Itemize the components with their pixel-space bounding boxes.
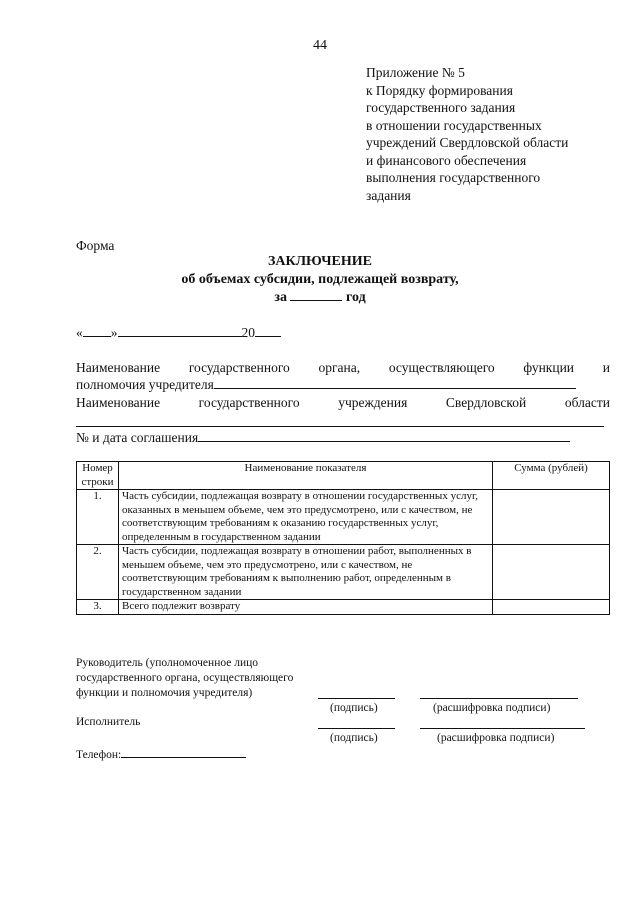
appendix-line: Приложение № 5 <box>366 65 465 80</box>
organ-name-label <box>76 360 610 376</box>
appendix-line: задания <box>366 187 411 203</box>
row-sum-cell[interactable] <box>493 545 610 600</box>
agreement-label: № и дата соглашения <box>76 430 199 445</box>
row-number: 1. <box>77 490 119 545</box>
open-quote: « <box>76 325 83 340</box>
row-indicator-name: Часть субсидии, подлежащая возврату в отношении государственных услуг, оказанных в меньшем объеме, чем это предусмотрено, или с качеством, не соответствующим требованиям к оказанию государственных услуг, определенным в государственном задании <box>119 490 493 545</box>
phone-blank[interactable] <box>121 757 246 758</box>
signature-caption: (подпись) <box>330 702 378 714</box>
agreement-line <box>76 430 570 446</box>
word: осуществляющего <box>388 360 495 375</box>
organ-name-line2 <box>76 377 576 393</box>
short-year-blank[interactable] <box>255 336 281 337</box>
head-signature-label <box>76 656 293 701</box>
appendix-line: к Порядку формирования <box>366 82 513 98</box>
phone-label: Телефон: <box>76 749 122 761</box>
appendix-line: и финансового обеспечения <box>366 152 527 168</box>
head-line: функции и полномочия учредителя) <box>76 687 253 699</box>
table-row <box>77 490 610 545</box>
appendix-line: государственного задания <box>366 100 516 115</box>
word: области <box>564 395 610 410</box>
row-number: 3. <box>77 600 119 615</box>
institution-name-blank[interactable] <box>76 426 604 427</box>
row-number: 2. <box>77 545 119 600</box>
decoding-caption: (расшифровка подписи) <box>437 732 555 744</box>
year-line <box>0 290 640 306</box>
header-indicator-name: Наименование показателя <box>119 462 493 490</box>
head-line: Руководитель (уполномоченное лицо <box>76 657 259 669</box>
month-blank[interactable] <box>118 336 242 337</box>
appendix-line: учреждений Свердловской области <box>366 135 569 150</box>
appendix-line: в отношении государственных <box>366 117 542 133</box>
header-sum: Сумма (рублей) <box>493 462 610 490</box>
word: и <box>602 360 610 375</box>
row-sum-cell[interactable] <box>493 490 610 545</box>
year-prefix-20: 20 <box>241 325 255 340</box>
decoding-caption: (расшифровка подписи) <box>433 702 551 714</box>
date-line <box>76 325 281 341</box>
organ-name-blank[interactable] <box>214 388 576 389</box>
form-label: Форма <box>76 238 115 253</box>
close-quote: » <box>110 325 118 340</box>
agreement-blank[interactable] <box>198 441 570 442</box>
page-number: 44 <box>313 38 327 53</box>
table-header-row <box>77 462 610 490</box>
row-indicator-name: Всего подлежит возврату <box>119 600 493 615</box>
row-indicator-name: Часть субсидии, подлежащая возврату в отношении работ, выполненных в меньшем объеме, чем это предусмотрено, или с качеством, не соответствующим требованиям к выполнению работ, определенным в государственном задании <box>119 545 493 600</box>
executor-label: Исполнитель <box>76 716 141 728</box>
executor-signature-blank[interactable] <box>318 728 395 729</box>
year-suffix: год <box>345 290 366 305</box>
year-blank[interactable] <box>290 300 342 301</box>
day-blank[interactable] <box>83 336 111 337</box>
year-prefix: за <box>274 290 287 305</box>
head-line: государственного органа, осуществляющего <box>76 672 294 684</box>
word: государственного <box>188 360 290 375</box>
indicators-table <box>76 461 610 615</box>
phone-line <box>76 749 246 761</box>
head-decoding-blank[interactable] <box>420 698 578 699</box>
word: органа, <box>318 360 361 375</box>
word: Свердловской <box>445 395 527 410</box>
appendix-block <box>366 64 568 204</box>
word: государственного <box>198 395 300 410</box>
document-subtitle: об объемах субсидии, подлежащей возврату, <box>181 272 459 287</box>
word: Наименование <box>76 395 161 410</box>
word: учреждения <box>338 395 408 410</box>
signature-caption: (подпись) <box>330 732 378 744</box>
appendix-line: выполнения государственного <box>366 170 541 185</box>
row-sum-cell[interactable] <box>493 600 610 615</box>
word: функции <box>523 360 575 375</box>
header-row-number: Номер строки <box>77 462 119 490</box>
institution-name-label <box>76 395 610 411</box>
table-row <box>77 545 610 600</box>
organ-line2-label: полномочия учредителя <box>76 377 214 392</box>
head-signature-blank[interactable] <box>318 698 395 699</box>
table-row <box>77 600 610 615</box>
word: Наименование <box>76 360 161 375</box>
executor-decoding-blank[interactable] <box>420 728 585 729</box>
document-title: ЗАКЛЮЧЕНИЕ <box>267 254 373 269</box>
